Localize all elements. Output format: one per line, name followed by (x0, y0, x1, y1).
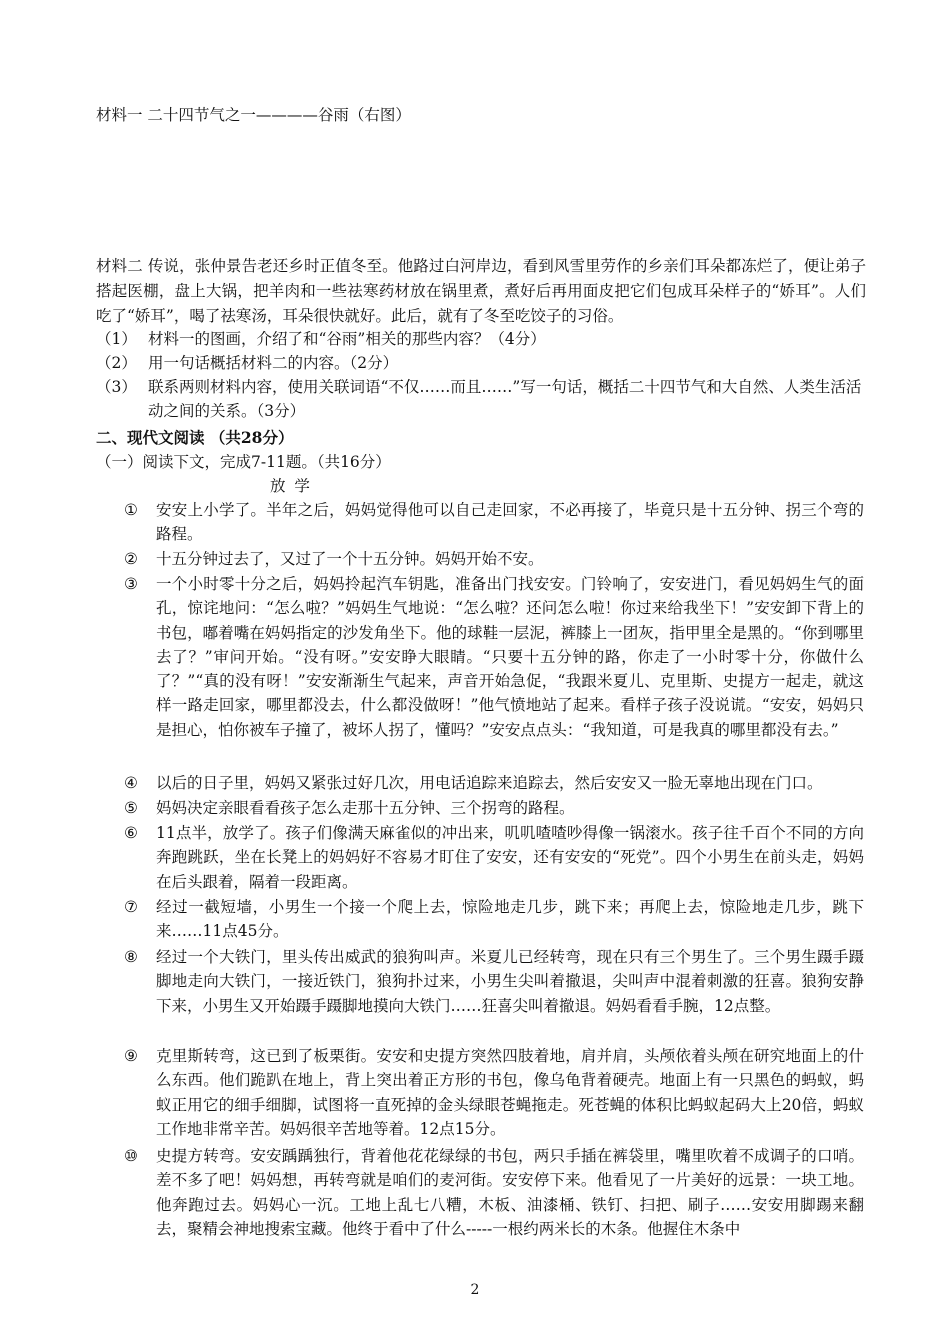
paragraph-3 (124, 572, 864, 742)
question-number: （1） (96, 330, 137, 348)
paragraph-9 (124, 1044, 864, 1141)
paragraph-text: 妈妈决定亲眼看看孩子怎么走那十五分钟、三个拐弯的路程。 (156, 799, 575, 817)
paragraph-text: 安安上小学了。半年之后，妈妈觉得他可以自己走回家，不必再接了，毕竟只是十五分钟、拐三个弯的路程。 (156, 501, 864, 544)
paragraph-7 (124, 895, 864, 944)
paragraph-4 (124, 771, 864, 795)
paragraph-number: ⑦ (124, 898, 138, 916)
paragraph-6 (124, 821, 864, 894)
question-text: 材料一的图画，介绍了和“谷雨”相关的那些内容？（4分） (148, 330, 546, 348)
paragraph-number: ⑨ (124, 1047, 138, 1065)
subsection-heading: （一）阅读下文，完成7-11题。（共16分） (96, 453, 391, 471)
paragraph-text: 克里斯转弯，这已到了板栗街。安安和史提方突然四肢着地，肩并肩，头颅依着头颅在研究地面上的什么东西。他们跪趴在地上，背上突出着正方形的书包，像乌龟背着硬壳。地面上有一只黑色的蚂蚁，蚂蚁正用它的细手细脚，试图将一直死掉的金头绿眼苍蝇拖走。死苍蝇的体积比蚂蚁起码大上20倍，蚂蚁工作地非常辛苦。妈妈很辛苦地等着。12点15分。 (156, 1047, 864, 1138)
paragraph-text: 经过一截短墙，小男生一个接一个爬上去，惊险地走几步，跳下来；再爬上去，惊险地走几步，跳下来……11点45分。 (156, 898, 864, 941)
material-two: 材料二 传说，张仲景告老还乡时正值冬至。他路过白河岸边，看到风雪里劳作的乡亲们耳朵都冻烂了，便让弟子搭起医棚，盘上大锅，把羊肉和一些祛寒药材放在锅里煮，煮好后再用面皮把它们包成耳朵样子的“娇耳”。人们吃了“娇耳”，喝了祛寒汤，耳朵很快就好。此后，就有了冬至吃饺子的习俗。 (96, 257, 866, 325)
question-2 (96, 351, 866, 375)
paragraph-number: ⑥ (124, 824, 138, 842)
question-number: （3） (96, 378, 137, 396)
paragraph-number: ① (124, 501, 138, 519)
paragraph-number: ② (124, 550, 138, 568)
paragraph-text: 11点半，放学了。孩子们像满天麻雀似的冲出来，叽叽喳喳吵得像一锅滚水。孩子往千百个不同的方向奔跑跳跃，坐在长凳上的妈妈好不容易才盯住了安安，还有安安的“死党”。四个小男生在前头走，妈妈在后头跟着，隔着一段距离。 (156, 824, 864, 891)
question-number: （2） (96, 354, 137, 372)
paragraph-10 (124, 1144, 864, 1244)
paragraph-8 (124, 945, 864, 1018)
paragraph-number: ③ (124, 575, 138, 593)
material-one: 材料一 二十四节气之一————谷雨（右图） (96, 106, 411, 124)
paragraph-text: 以后的日子里，妈妈又紧张过好几次，用电话追踪来追踪去，然后安安又一脸无辜地出现在门口。 (156, 774, 823, 792)
paragraph-text: 史提方转弯。安安踽踽独行，背着他花花绿绿的书包，两只手插在裤袋里，嘴里吹着不成调子的口哨。差不多了吧！妈妈想，再转弯就是咱们的麦河街。安安停下来。他看见了一片美好的远景：一块工地。他奔跑过去。妈妈心一沉。工地上乱七八糟，木板、油漆桶、铁钉、扫把、刷子……安安用脚踢来翻去，聚精会神地搜索宝藏。他终于看中了什么-----一根约两米长的木条。他握住木条中 (156, 1147, 864, 1238)
section-heading: 二、现代文阅读 （共28分） (96, 428, 294, 447)
paragraph-number: ⑩ (124, 1147, 138, 1165)
paragraph-5 (124, 796, 864, 820)
paragraph-1 (124, 498, 864, 547)
article-title: 放 学 (270, 477, 312, 495)
paragraph-2 (124, 547, 864, 571)
question-1 (96, 327, 866, 351)
question-text: 用一句话概括材料二的内容。（2分） (148, 354, 399, 372)
paragraph-text: 十五分钟过去了，又过了一个十五分钟。妈妈开始不安。 (156, 550, 544, 568)
question-3 (96, 375, 866, 424)
paragraph-text: 一个小时零十分之后，妈妈拎起汽车钥匙，准备出门找安安。门铃响了，安安进门，看见妈妈生气的面孔，惊诧地问：“怎么啦？”妈妈生气地说：“怎么啦？还问怎么啦！你过来给我坐下！”安安卸下背上的书包，嘟着嘴在妈妈指定的沙发角坐下。他的球鞋一层泥，裤膝上一团灰，指甲里全是黑的。“你到哪里去了？”审问开始。“没有呀。”安安睁大眼睛。“只要十五分钟的路，你走了一小时零十分，你做什么了？”“真的没有呀！”安安渐渐生气起来，声音开始急促，“我跟米夏儿、克里斯、史提方一起走，就这样一路走回家，哪里都没去，什么都没做呀！”他气愤地站了起来。看样子孩子没说谎。“安安，妈妈只是担心，怕你被车子撞了，被坏人拐了，懂吗？”安安点点头：“我知道，可是我真的哪里都没有去。” (156, 575, 864, 739)
paragraph-text: 经过一个大铁门，里头传出威武的狼狗叫声。米夏儿已经转弯，现在只有三个男生了。三个男生蹑手蹑脚地走向大铁门，一接近铁门，狼狗扑过来，小男生尖叫着撤退，尖叫声中混着刺激的狂喜。狼狗安静下来，小男生又开始蹑手蹑脚地摸向大铁门……狂喜尖叫着撤退。妈妈看看手腕，12点整。 (156, 948, 864, 1015)
paragraph-number: ⑧ (124, 948, 138, 966)
question-text: 联系两则材料内容，使用关联词语“不仅……而且……”写一句话，概括二十四节气和大自然、人类生活活动之间的关系。（3分） (148, 378, 862, 421)
paragraph-number: ⑤ (124, 799, 138, 817)
paragraph-number: ④ (124, 774, 138, 792)
page-number: 2 (470, 1282, 480, 1298)
